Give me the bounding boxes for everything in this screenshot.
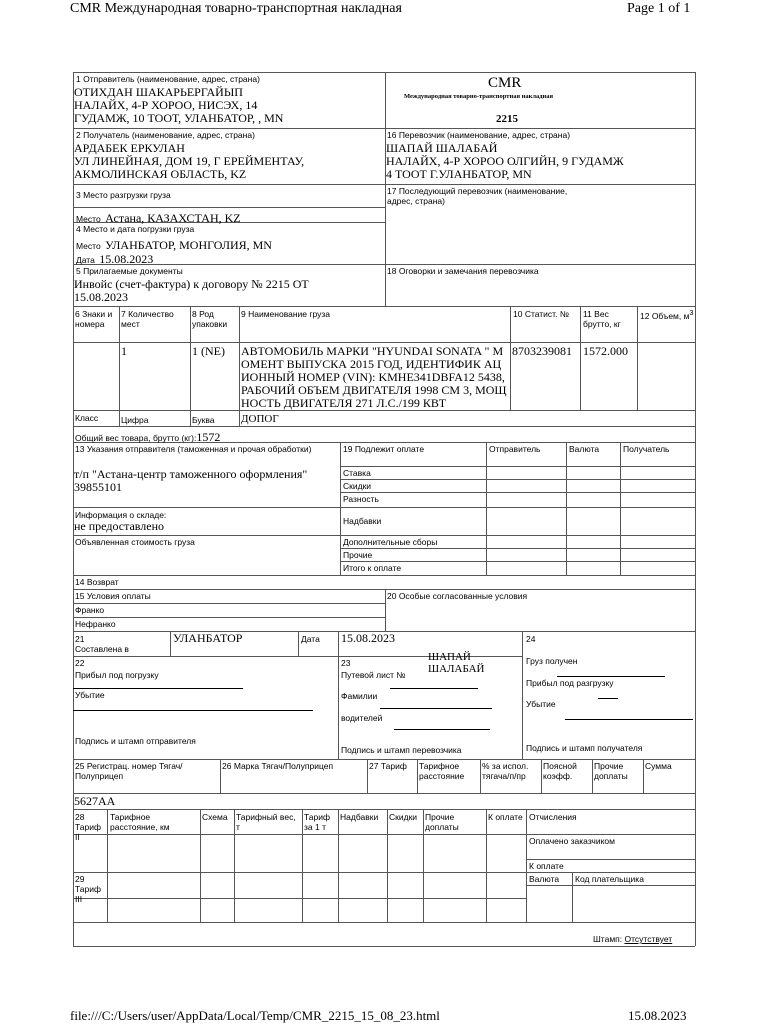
total-weight: Общий вес товара, брутто (кг):1572 [75,430,221,444]
goods-header-qty: 7 Количество мест [121,309,174,329]
tariff-weight-header: Тарифный вес, т [236,812,296,832]
vehicle-reg-header: 25 Регистрац. номер Тягач/Полуприцеп [75,761,183,781]
print-footer-path: file:///C:/Users/user/AppData/Local/Temp/CMR_2215_15_08_23.html [70,1008,440,1023]
special-conditions-label: 20 Особые согласованные условия [387,591,528,601]
payment-row: Разность [343,494,379,504]
waybill-label: Путевой лист № [341,670,406,680]
reservations-label: 18 Оговорки и замечания перевозчика [387,266,539,276]
consignee-line2: УЛ ЛИНЕЙНАЯ, ДОМ 19, Г ЕРЕЙМЕНТАУ, [74,154,305,168]
carrier-line3: 4 ТООТ Г.УЛАНБАТОР, MN [386,167,532,181]
cmr-subtitle: Международная товарно-транспортная накладная [404,93,554,100]
instructions-label: 13 Указания отправителя (таможенная и прочая обработки) [75,444,312,454]
storage-value: не предоставлено [74,519,165,533]
franco-label: Франко [75,605,105,615]
stamp-value: Отсутствует [624,934,673,944]
payment-row: Ставка [343,468,371,478]
box22-arrived: Прибыл под погрузку [75,670,159,680]
box24-arrived: Прибыл под разгрузку [526,678,614,688]
documents-label: 5 Прилагаемые документы [76,266,183,276]
cmr-number: 2215 [496,113,518,125]
composed-number: 21 [75,634,85,644]
goods-header-name: 9 Наименование груза [241,309,330,319]
tariff27-header: 27 Тариф [369,761,407,771]
payer-code-label: Код плательщика [575,874,644,884]
goods-qty: 1 [121,344,127,358]
vehicle-reg-number: 5627AA [74,794,116,808]
drivers-label: водителей [341,713,383,723]
consignee-line1: АРДАБЕК ЕРКУЛАН [74,141,185,155]
declared-value-label: Объявленная стоимость груза [75,537,195,547]
digit-label: Цифра [121,415,149,425]
surcharges-header: Надбавки [340,812,379,822]
tariff-III-label: 29 Тариф III [75,874,102,904]
sum-header: Сумма [645,761,672,771]
paid-by-customer-label: Оплачено заказчиком [529,836,615,846]
currency-label: Валюта [529,874,560,884]
discounts-header: Скидки [389,812,418,822]
letter-label: Буква [192,415,215,425]
scheme-header: Схема [202,812,228,822]
print-page-number: Page 1 of 1 [627,1,691,16]
box24-label: 24 [526,634,536,644]
goods-pack: 1 (NE) [192,344,225,358]
payment-sender-header: Отправитель [489,444,541,454]
deductions-label: Отчисления [529,812,577,822]
box22-label: 22 [75,658,85,668]
loading-label: 4 Место и дата погрузки груза [76,224,195,234]
tariff-distance-km-header: Тарифное расстояние, км [110,812,170,832]
payment-row: Скидки [343,481,372,491]
box23-label: 23 [341,658,351,668]
to-pay-header: К оплате [488,812,523,822]
goods-header-stat: 10 Статист. № [513,309,569,319]
letter-value: ДОПОГ [241,413,279,425]
class-label: Класс [75,413,99,423]
composed-place: УЛАНБАТОР [173,631,243,645]
payment-row: Прочие [343,550,373,560]
instructions-line1: т/п "Астана-центр таможенного оформления" [74,467,308,481]
carrier-label: 16 Перевозчик (наименование, адрес, страна) [387,130,571,140]
payment-currency-header: Валюта [569,444,600,454]
sender-label: 1 Отправитель (наименование, адрес, страна) [76,74,260,84]
print-footer-date: 15.08.2023 [628,1008,687,1023]
sender-signature-label: Подпись и штамп отправителя [75,736,196,746]
instructions-line2: 39855101 [74,480,122,494]
carrier-stamp-name1: ШАПАЙ [428,651,471,663]
truck-percent-header: % за испол. тягача/п/пр [482,761,529,781]
zone-coeff-header: Поясной коэфф. [543,761,577,781]
goods-stat-number: 8703239081 [512,344,572,358]
tariff-per-ton-header: Тариф за 1 т [304,812,331,832]
goods-received-label: Груз получен [526,656,578,666]
tariff-II-label: 28 Тариф II [75,812,102,842]
goods-header-volume: 12 Объем, $м^3$ [640,310,694,321]
loading-date: Дата 15.08.2023 [76,252,154,266]
cmr-logo: CMR [488,75,522,91]
print-header-title: CMR Международная товарно-транспортная накладная [70,1,402,16]
payment-row: Итого к оплате [343,563,402,573]
loading-place: Место УЛАНБАТОР, МОНГОЛИЯ, MN [76,238,272,252]
composed-date: 15.08.2023 [341,631,395,645]
nefranco-label: Нефранко [75,619,116,629]
unloading-place: Место Астана, КАЗАХСТАН, KZ [76,211,241,225]
box22-departed: Убытие [75,690,105,700]
receiver-signature-label: Подпись и штамп получателя [526,743,643,753]
tariff-distance-header: Тарифное расстояние [419,761,465,781]
next-carrier-label: 17 Последующий перевозчик (наименование, адрес, страна) [387,186,568,206]
return-label: 14 Возврат [75,577,119,587]
carrier-stamp-name2: ШАЛАБАЙ [428,663,485,675]
goods-header-weight: 11 Вес брутто, кг [583,309,621,329]
sender-line2: НАЛАЙХ, 4-Р ХОРОО, НИСЭХ, 14 [74,98,258,112]
sender-line3: ГУДАМЖ, 10 ТООТ, УЛАНБАТОР, , MN [74,111,284,125]
other-surcharges-header: Прочие доплаты [594,761,628,781]
carrier-line1: ШАПАЙ ШАЛАБАЙ [386,141,498,155]
driver-names-label: Фамилии [341,691,378,701]
goods-header-pack: 8 Род упаковки [192,309,228,329]
payment-row: Дополнительные сборы [343,537,438,547]
sender-line1: ОТИХДАН ШАКАРЬЕРГАЙЫП [74,85,243,99]
payment-label: 19 Подлежит оплате [343,444,425,454]
consignee-line3: АКМОЛИНСКАЯ ОБЛАСТЬ, KZ [74,167,247,181]
payment-receiver-header: Получатель [623,444,670,454]
composed-date-label: Дата [301,634,320,644]
box24-departed: Убытие [526,699,556,709]
payment-terms-label: 15 Условия оплаты [75,591,151,601]
to-pay-label: К оплате [529,861,564,871]
carrier-line2: НАЛАЙХ, 4-Р ХОРОО ОЛГИЙН, 9 ГУДАМЖ [386,154,624,168]
unloading-label: 3 Место разгрузки груза [76,190,171,200]
goods-description: АВТОМОБИЛЬ МАРКИ "HYUNDAI SONATA " МОМЕНТ ВЫПУСКА 2015 ГОД, ИДЕНТИФИК АЦИОННЫЙ НОМЕР (VIN): KMHE341DBFA12 5438, РАБОЧИЙ ОБЪЕМ ДВИГАТЕЛЯ 1998 СМ 3, МОЩНОСТЬ ДВИГАТЕЛЯ 271 Л.С./199 КВТ [241,344,507,410]
vehicle-brand-header: 26 Марка Тягач/Полуприцеп [222,761,334,771]
carrier-signature-label: Подпись и штамп перевозчика [341,745,462,755]
composed-label: Составлена в [75,644,129,654]
storage-label: Информация о складе: [75,510,167,520]
goods-weight: 1572.000 [583,344,628,358]
other-payments-header: Прочие доплаты [425,812,459,832]
goods-header-marks: 6 Знаки и номера [75,309,113,329]
consignee-label: 2 Получатель (наименование, адрес, страна) [76,130,255,140]
stamp-field: Штамп: Отсутствует [593,934,673,944]
payment-row: Надбавки [343,516,382,526]
documents-text: Инвойс (счет-фактура) к договору № 2215 ОТ 15.08.2023 [74,277,309,304]
